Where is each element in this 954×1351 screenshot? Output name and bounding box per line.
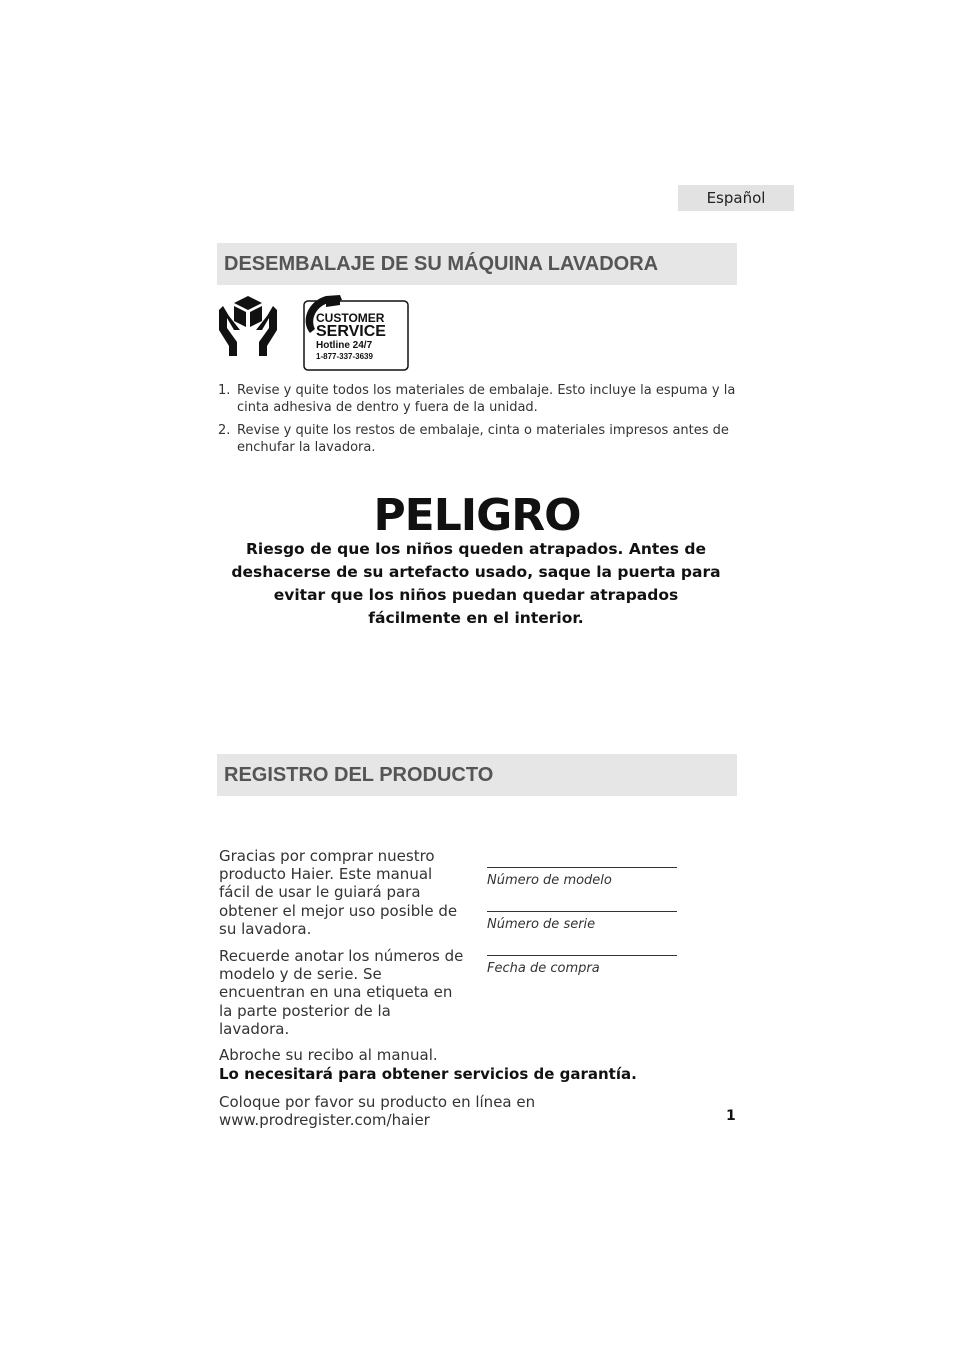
online-registration-line: Coloque por favor su producto en línea en www.prodregister.com/haier bbox=[219, 1093, 536, 1129]
serial-number-field: Número de serie bbox=[487, 911, 677, 932]
registration-section-header bbox=[217, 754, 737, 796]
intro-paragraph: Gracias por comprar nuestro producto Haier. Este manual fácil de usar le guiará para obtener el mejor uso posible de su lavadora. bbox=[219, 847, 458, 938]
receipt-line: Abroche su recibo al manual. bbox=[219, 1046, 438, 1064]
danger-text: Riesgo de que los niños queden atrapados. Antes de deshacerse de su artefacto usado, saque la puerta para evitar que los niños puedan quedar atrapados fácilmente en el interior. bbox=[231, 540, 721, 627]
model-number-field: Número de modelo bbox=[487, 867, 677, 888]
customer-service-badge bbox=[296, 293, 412, 373]
unpacking-steps bbox=[218, 382, 738, 462]
handle-with-care-icon bbox=[217, 294, 279, 358]
registration-title: REGISTRO DEL PRODUCTO bbox=[224, 763, 494, 786]
list-item bbox=[218, 422, 738, 456]
cs-hotline: Hotline 24/7 bbox=[316, 340, 373, 351]
unpacking-section-header bbox=[217, 243, 737, 285]
purchase-date-field: Fecha de compra bbox=[487, 955, 677, 976]
cs-line2: SERVICE bbox=[316, 323, 386, 340]
danger-title: PELIGRO bbox=[373, 490, 581, 541]
registration-intro bbox=[219, 847, 464, 1047]
list-item bbox=[218, 382, 738, 416]
step-number: 1. bbox=[218, 383, 231, 398]
step-number: 2. bbox=[218, 423, 231, 438]
step-text: Revise y quite los restos de embalaje, cinta o materiales impresos antes de enchufar la lavadora. bbox=[237, 423, 729, 455]
step-text: Revise y quite todos los materiales de embalaje. Esto incluye la espuma y la cinta adhesiva de dentro y fuera de la unidad. bbox=[237, 383, 736, 415]
cs-line1: CUSTOMER bbox=[316, 311, 385, 325]
page-number: 1 bbox=[726, 1108, 736, 1124]
warranty-line: Lo necesitará para obtener servicios de garantía. bbox=[219, 1065, 637, 1083]
cs-phone: 1-877-337-3639 bbox=[316, 352, 373, 361]
language-tab: Español bbox=[678, 185, 794, 211]
unpacking-title: DESEMBALAJE DE SU MÁQUINA LAVADORA bbox=[224, 252, 659, 275]
intro-paragraph: Recuerde anotar los números de modelo y de serie. Se encuentran en una etiqueta en la parte posterior de la lavadora. bbox=[219, 947, 464, 1038]
